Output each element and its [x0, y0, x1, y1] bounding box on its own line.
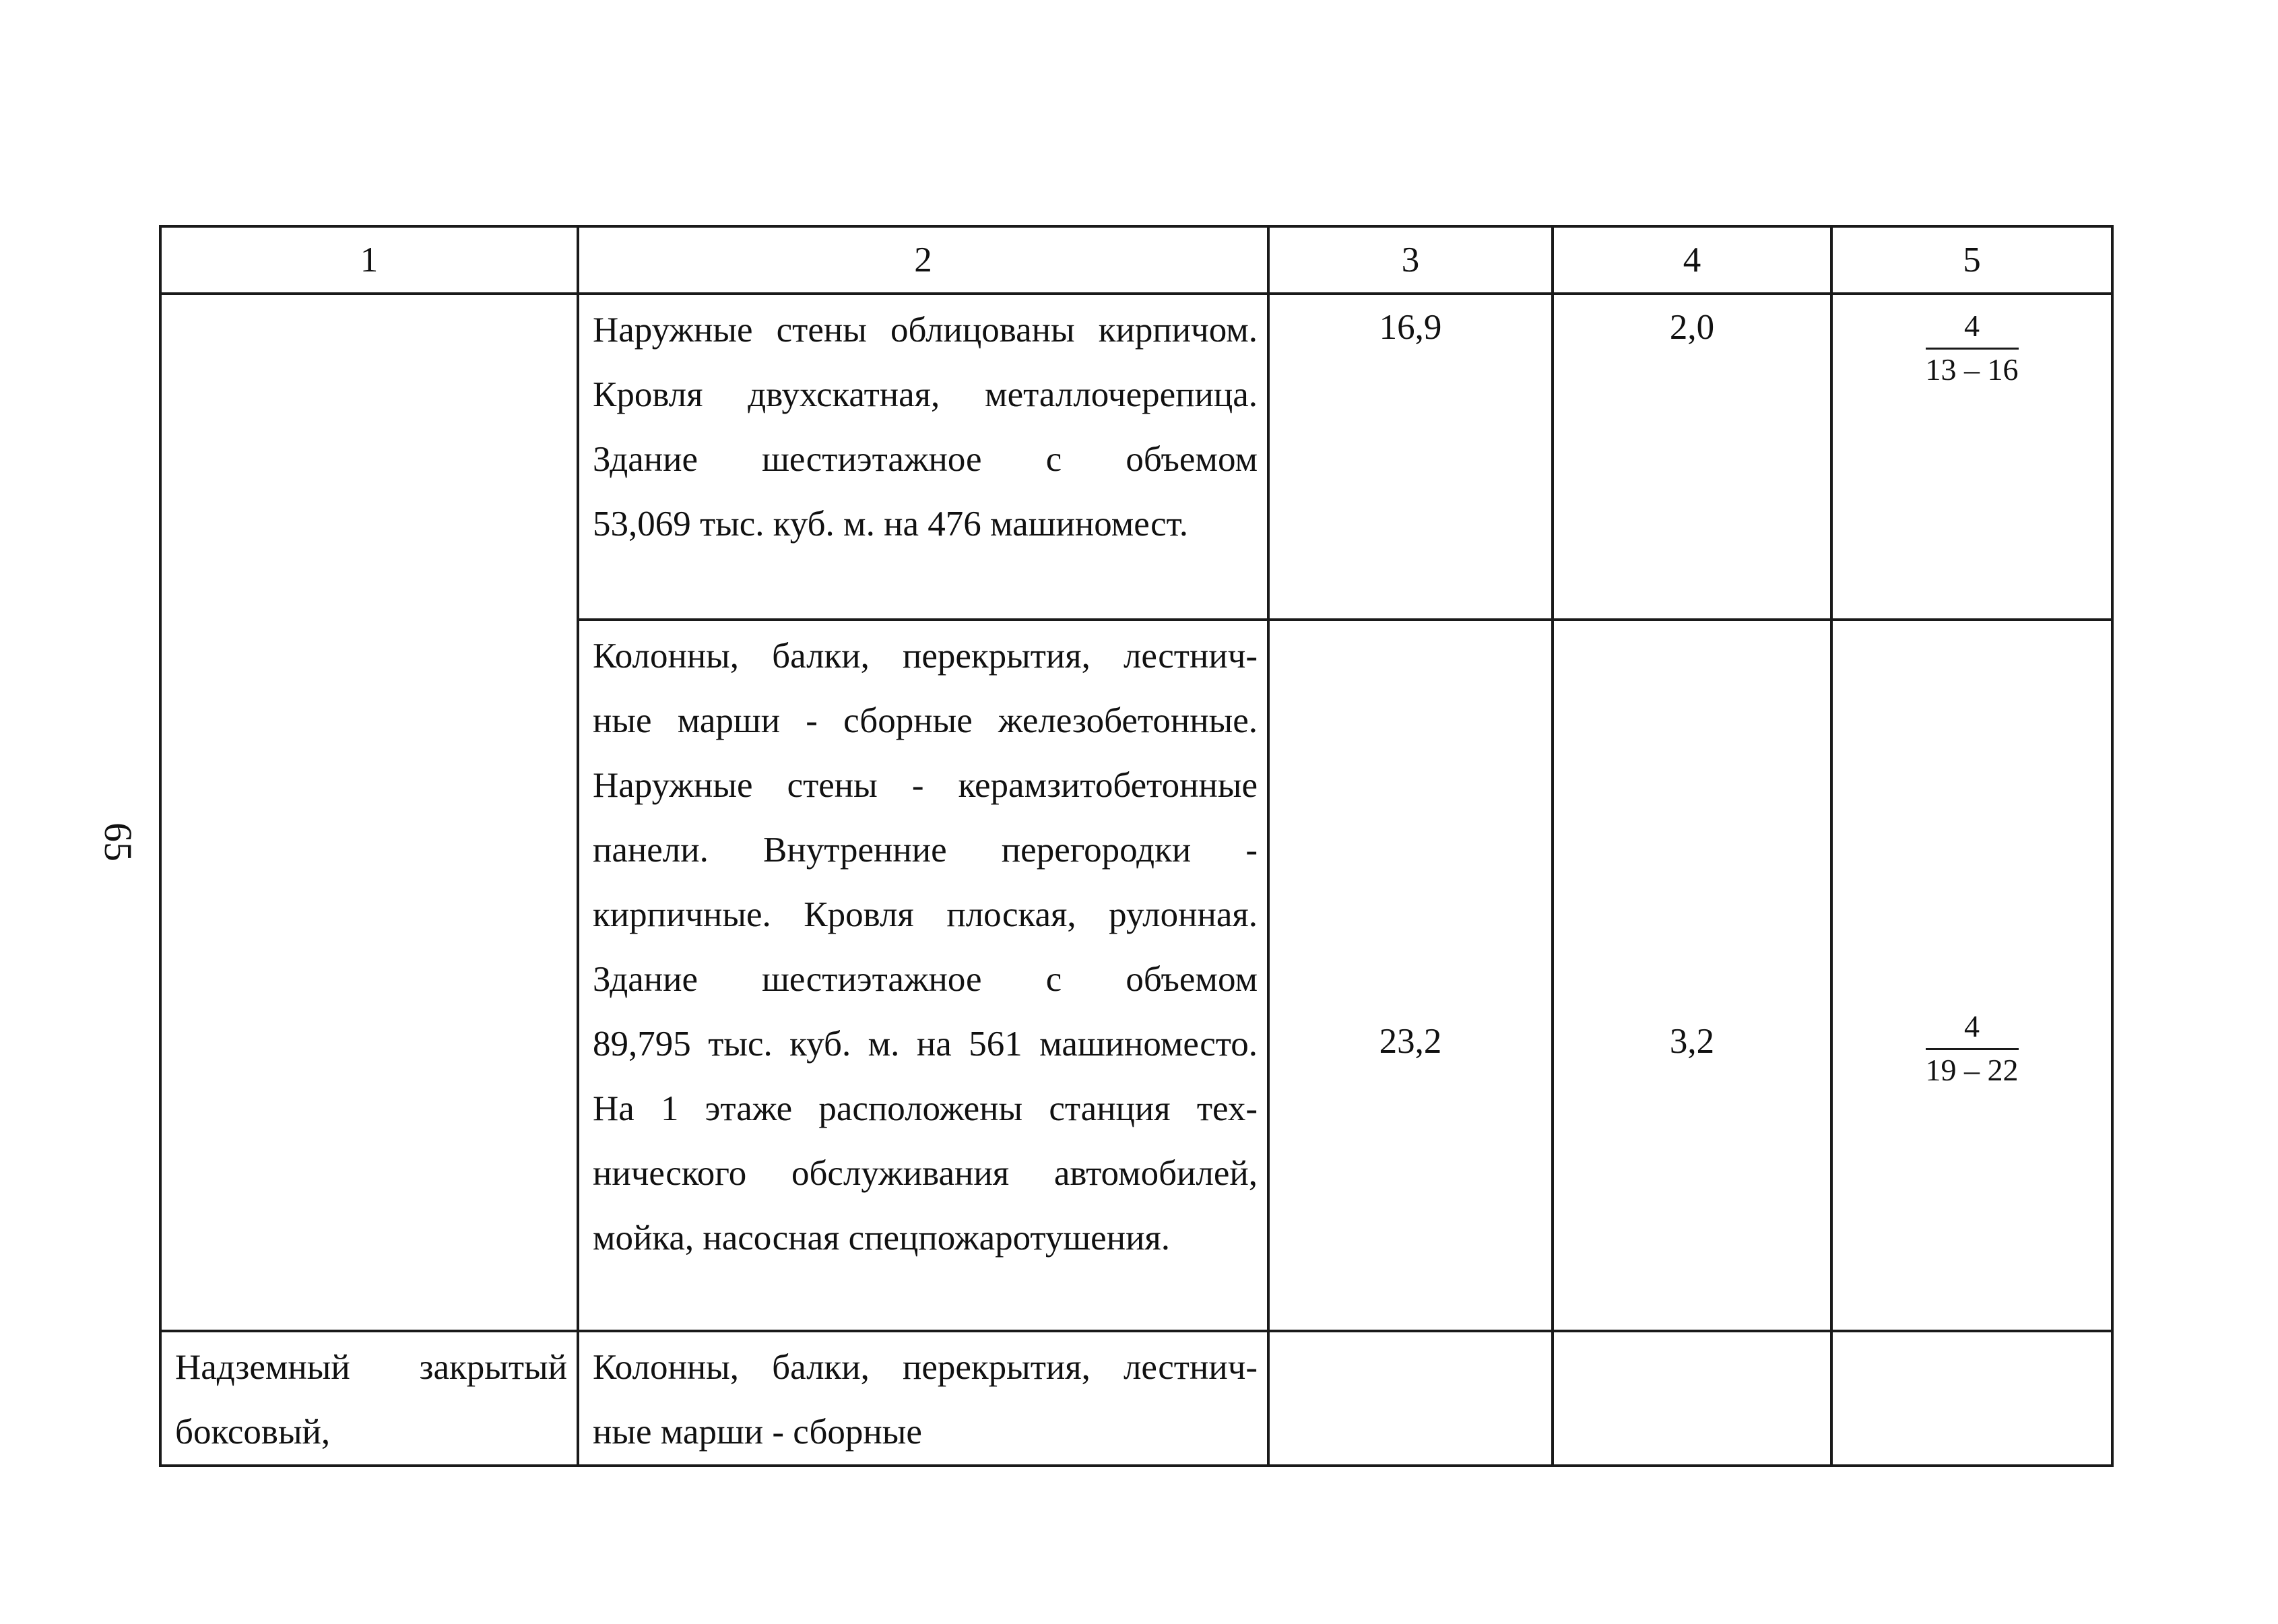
- table-row: [160, 294, 2112, 620]
- value-cell: [1553, 620, 1831, 1331]
- column-header: 1: [160, 226, 578, 294]
- text-line: нического обслуживания автомобилей,: [593, 1154, 1258, 1193]
- column-header: 5: [1831, 226, 2112, 294]
- column-header: 4: [1553, 226, 1831, 294]
- fraction-cell: [1831, 294, 2112, 620]
- description-cell: [578, 1331, 1268, 1466]
- fraction-cell: [1831, 620, 2112, 1331]
- value-cell: 2,0: [1553, 294, 1831, 620]
- value-cell: [1553, 1331, 1831, 1466]
- text-line: Здание шестиэтажное с объемом: [593, 440, 1258, 479]
- fraction-numerator: 4: [1926, 1009, 2019, 1050]
- column-header: 2: [578, 226, 1268, 294]
- text-line: ные марши - сборные железобетонные.: [593, 701, 1258, 740]
- page-number: 65: [96, 822, 140, 862]
- table-row: [160, 1331, 2112, 1466]
- text-line: панели. Внутренние перегородки -: [593, 831, 1258, 870]
- text-line: 89,795 тыс. куб. м. на 561 машиноместо.: [593, 1025, 1258, 1064]
- description-cell: [578, 294, 1268, 620]
- table-header-row: [160, 226, 2112, 294]
- value-cell: [1268, 620, 1553, 1331]
- value-text: 23,2: [1379, 1022, 1442, 1061]
- fraction: [1926, 308, 2019, 387]
- object-name-cell: [160, 1331, 578, 1466]
- text-line: 53,069 тыс. куб. м. на 476 машиномест.: [593, 505, 1189, 544]
- value-cell: 16,9: [1268, 294, 1553, 620]
- text-line: Наружные стены облицованы кирпичом.: [593, 311, 1258, 350]
- fraction-numerator: 4: [1926, 308, 2019, 350]
- fraction-denominator: 19 – 22: [1925, 1053, 2019, 1087]
- table-cell-empty: [1831, 1331, 2112, 1466]
- data-table: [159, 225, 2114, 1467]
- text-line: мойка, насосная спецпожаротушения.: [593, 1219, 1171, 1258]
- text-line: Здание шестиэтажное с объемом: [593, 960, 1258, 999]
- text-line: Кровля двухскатная, металлочерепица.: [593, 375, 1258, 414]
- text-line: Наружные стены - керамзитобетонные: [593, 766, 1258, 805]
- fraction: [1926, 1009, 2019, 1088]
- description-cell: [578, 620, 1268, 1331]
- value-text: 3,2: [1669, 1022, 1715, 1061]
- table-cell-empty: [160, 294, 578, 1331]
- text-line: Колонны, балки, перекрытия, лестнич-: [593, 637, 1258, 676]
- text-line: На 1 этаже расположены станция тех-: [593, 1089, 1258, 1128]
- text-line: Колонны, балки, перекрытия, лестнич-: [593, 1348, 1258, 1387]
- text-line: кирпичные. Кровля плоская, рулонная.: [593, 895, 1258, 934]
- text-line: ные марши - сборные: [593, 1412, 922, 1452]
- column-header: 3: [1268, 226, 1553, 294]
- value-cell: [1268, 1331, 1553, 1466]
- text-line: боксовый,: [175, 1412, 331, 1452]
- text-line: Надземный закрытый: [175, 1348, 567, 1387]
- fraction-denominator: 13 – 16: [1925, 352, 2019, 387]
